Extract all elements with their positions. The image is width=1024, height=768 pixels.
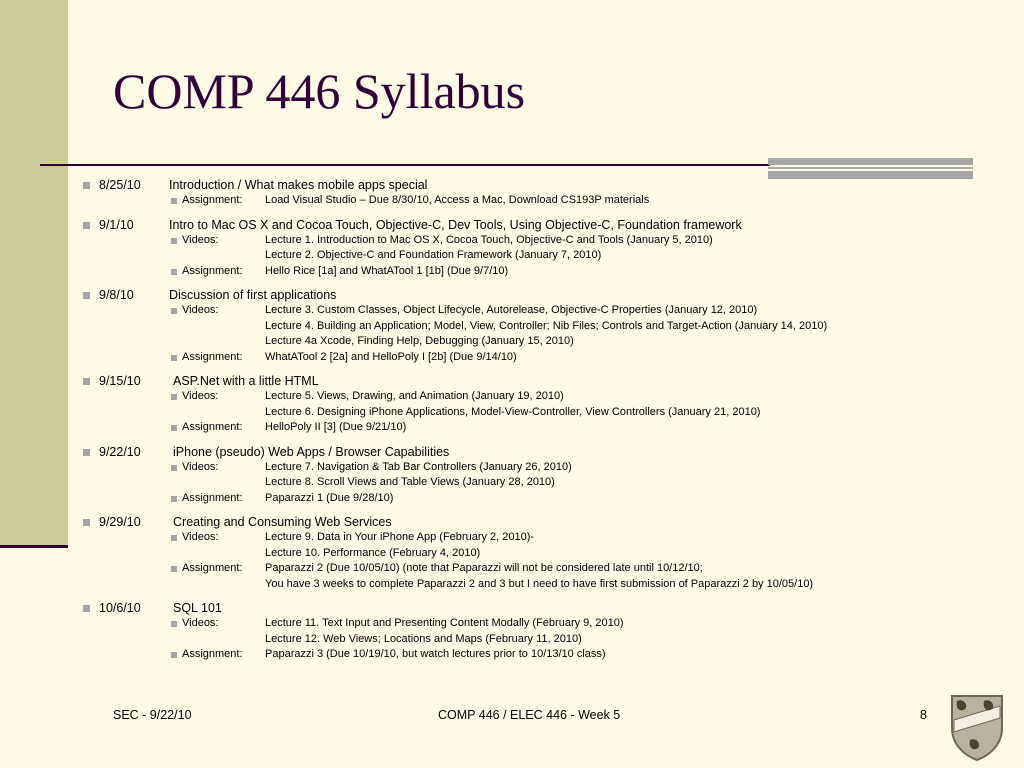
bullet-square-icon: [83, 182, 90, 189]
sub-item-row: [83, 334, 983, 350]
week-row: [83, 514, 983, 530]
sub-item-text: Lecture 10. Performance (February 4, 2010): [265, 546, 481, 559]
bullet-square-icon: [83, 292, 90, 299]
sub-item-row: [83, 460, 983, 476]
sub-item-label: Videos:: [182, 233, 219, 246]
sub-item-label: Videos:: [182, 460, 219, 473]
sub-bullet-square-icon: [171, 269, 177, 275]
week-row: [83, 217, 983, 233]
syllabus-week: [83, 514, 983, 592]
sub-item-label: Assignment:: [182, 648, 243, 660]
sub-item-row: [83, 319, 983, 335]
syllabus-week: [83, 217, 983, 280]
week-row: [83, 177, 983, 193]
syllabus-week: [83, 177, 983, 209]
sub-item-label: Assignment:: [182, 491, 243, 504]
sub-item-text: Load Visual Studio – Due 8/30/10, Access a Mac, Download CS193P materials: [265, 194, 650, 206]
sub-item-row: [83, 389, 983, 405]
sub-item-text: Lecture 8. Scroll Views and Table Views (January 28, 2010): [265, 476, 555, 488]
syllabus-week: [83, 287, 983, 365]
sub-item-text: Paparazzi 2 (Due 10/05/10) (note that Paparazzi will not be considered late until 10/12/10;: [265, 562, 703, 574]
sub-item-text: WhatATool 2 [2a] and HelloPoly I [2b] (Due 9/14/10): [265, 350, 517, 363]
syllabus-week: [83, 600, 983, 663]
sub-item-label: Assignment:: [182, 421, 243, 433]
week-date: 10/6/10: [99, 601, 141, 615]
sub-item-text: You have 3 weeks to complete Paparazzi 2 and 3 but I need to have first submission of Paparazzi 2 by 10/05/10): [265, 577, 814, 590]
sub-bullet-square-icon: [171, 425, 177, 431]
sub-item-row: [83, 193, 983, 209]
sub-item-label: Videos:: [182, 617, 219, 629]
sub-item-row: [83, 405, 983, 421]
sub-item-text: Lecture 6. Designing iPhone Applications, Model-View-Controller, View Controllers (January 21, 2010): [265, 405, 761, 418]
syllabus-week: [83, 373, 983, 436]
week-topic: Discussion of first applications: [169, 288, 337, 302]
sub-item-row: [83, 303, 983, 319]
title-rule: [40, 164, 770, 166]
sub-item-text: Lecture 9. Data in Your iPhone App (February 2, 2010)-: [265, 531, 535, 543]
sub-item-row: [83, 561, 983, 577]
sub-bullet-square-icon: [171, 535, 177, 541]
bullet-square-icon: [83, 378, 90, 385]
sub-item-text: Lecture 12. Web Views; Locations and Maps (February 11, 2010): [265, 632, 582, 645]
bullet-square-icon: [83, 519, 90, 526]
sub-item-row: [83, 350, 983, 366]
sub-item-text: Lecture 5. Views, Drawing, and Animation (January 19, 2010): [265, 390, 564, 402]
title-rule-accent-2: [768, 167, 973, 169]
sub-item-text: Lecture 4a Xcode, Finding Help, Debugging (January 15, 2010): [265, 335, 574, 347]
sub-item-row: [83, 475, 983, 491]
week-date: 9/22/10: [99, 444, 141, 459]
week-date: 9/8/10: [99, 288, 134, 302]
week-topic: ASP.Net with a little HTML: [173, 374, 319, 388]
week-row: [83, 287, 983, 303]
syllabus-week: [83, 444, 983, 507]
week-topic: Intro to Mac OS X and Cocoa Touch, Objective-C, Dev Tools, Using Objective-C, Foundation framework: [169, 217, 742, 232]
footer-course: COMP 446 / ELEC 446 - Week 5: [438, 708, 621, 722]
sub-item-text: Lecture 4. Building an Application; Model, View, Controller; Nib Files; Controls and Target-Action (January 14, 2010): [265, 319, 828, 332]
sub-item-text: Lecture 7. Navigation & Tab Bar Controllers (January 26, 2010): [265, 460, 572, 473]
slide-title: COMP 446 Syllabus: [113, 63, 526, 119]
sub-item-text: Paparazzi 3 (Due 10/19/10, but watch lectures prior to 10/13/10 class): [265, 648, 606, 660]
sub-bullet-square-icon: [171, 238, 177, 244]
sub-bullet-square-icon: [171, 566, 177, 572]
sub-bullet-square-icon: [171, 465, 177, 471]
footer-date: SEC - 9/22/10: [113, 708, 192, 722]
sub-item-row: [83, 632, 983, 648]
sub-item-label: Videos:: [182, 390, 219, 402]
week-topic: Creating and Consuming Web Services: [173, 515, 392, 529]
sub-bullet-square-icon: [171, 621, 177, 627]
sub-item-row: [83, 647, 983, 663]
sub-item-text: Lecture 3. Custom Classes, Object Lifecycle, Autorelease, Objective-C Properties (January 12, 2010): [265, 304, 758, 316]
sub-item-text: Lecture 1. Introduction to Mac OS X, Cocoa Touch, Objective-C and Tools (January 5, 2010): [265, 233, 713, 246]
sub-item-row: [83, 420, 983, 436]
left-decorative-bar: [0, 0, 68, 548]
sub-item-row: [83, 491, 983, 507]
sub-item-text: Hello Rice [1a] and WhatATool 1 [1b] (Due 9/7/10): [265, 264, 509, 277]
title-rule-accent-1: [768, 158, 973, 165]
week-topic: iPhone (pseudo) Web Apps / Browser Capabilities: [173, 444, 450, 459]
sub-item-text: Paparazzi 1 (Due 9/28/10): [265, 491, 394, 504]
sub-bullet-square-icon: [171, 198, 177, 204]
sub-item-label: Assignment:: [182, 194, 243, 206]
sub-item-row: [83, 577, 983, 593]
sub-item-row: [83, 264, 983, 280]
week-date: 9/29/10: [99, 515, 141, 529]
week-row: [83, 600, 983, 616]
rice-university-shield-icon: [948, 692, 1006, 762]
sub-item-label: Videos:: [182, 531, 219, 543]
sub-item-row: [83, 616, 983, 632]
sub-item-label: Videos:: [182, 304, 219, 316]
sub-item-label: Assignment:: [182, 350, 243, 363]
sub-item-row: [83, 530, 983, 546]
sub-item-row: [83, 233, 983, 249]
week-row: [83, 444, 983, 460]
syllabus-list: [83, 177, 983, 671]
sub-item-text: HelloPoly II [3] (Due 9/21/10): [265, 421, 407, 433]
sub-item-text: Lecture 11. Text Input and Presenting Content Modally (February 9, 2010): [265, 617, 624, 629]
sub-bullet-square-icon: [171, 308, 177, 314]
week-date: 9/1/10: [99, 217, 134, 232]
bullet-square-icon: [83, 449, 90, 456]
sub-bullet-square-icon: [171, 355, 177, 361]
sub-item-row: [83, 248, 983, 264]
left-bar-edge: [0, 545, 68, 548]
bullet-square-icon: [83, 605, 90, 612]
sub-item-label: Assignment:: [182, 264, 243, 277]
bullet-square-icon: [83, 222, 90, 229]
slide-number: 8: [920, 708, 927, 722]
week-date: 8/25/10: [99, 178, 141, 192]
week-row: [83, 373, 983, 389]
sub-bullet-square-icon: [171, 652, 177, 658]
sub-item-text: Lecture 2. Objective-C and Foundation Framework (January 7, 2010): [265, 249, 602, 261]
week-topic: SQL 101: [173, 601, 222, 615]
sub-bullet-square-icon: [171, 394, 177, 400]
sub-item-row: [83, 546, 983, 562]
week-date: 9/15/10: [99, 374, 141, 388]
sub-bullet-square-icon: [171, 496, 177, 502]
week-topic: Introduction / What makes mobile apps special: [169, 178, 428, 192]
sub-item-label: Assignment:: [182, 562, 243, 574]
